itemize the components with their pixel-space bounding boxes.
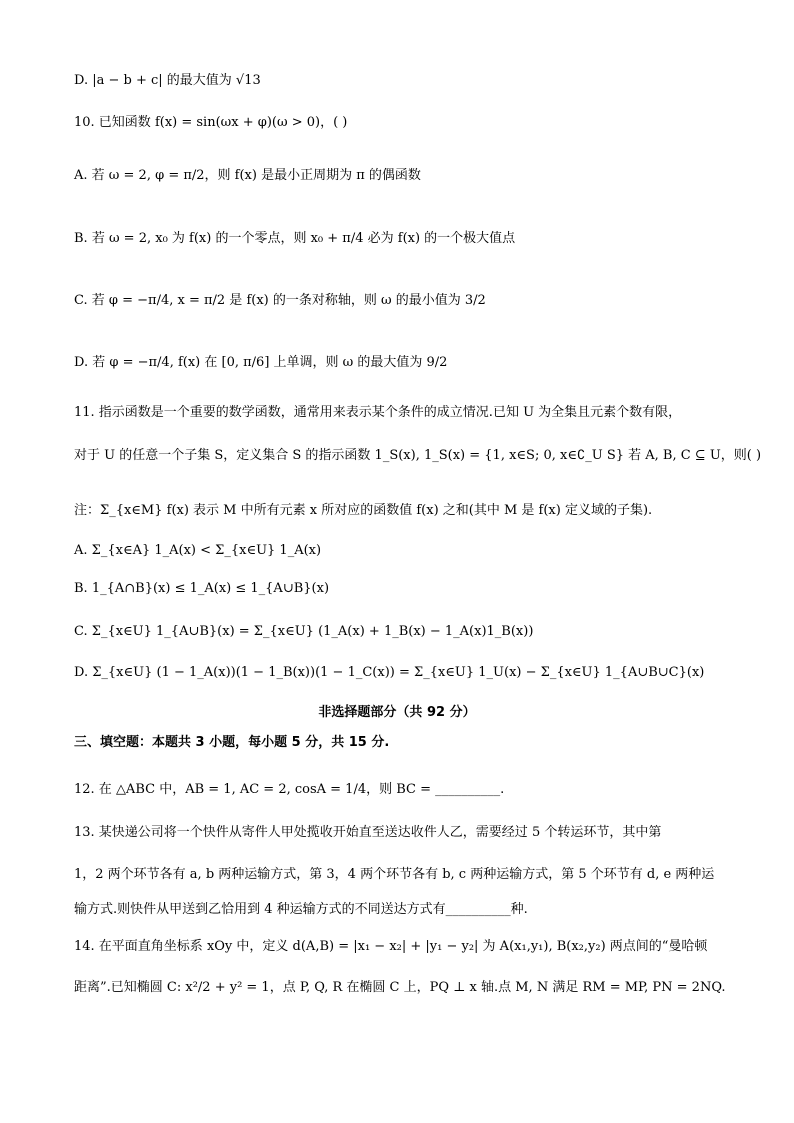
text-line-q11b: 对于 U 的任意一个子集 S，定义集合 S 的指示函数 1_S(x), 1_S(x) = {1, x∈S; 0, x∈∁_U S} 若 A, B, C ⊆ U，则( ) <box>74 448 762 463</box>
text-line-q13c: 输方式.则快件从甲送到乙恰用到 4 种运输方式的不同送达方式有__________种. <box>74 902 528 917</box>
text-line-q11: 11. 指示函数是一个重要的数学函数，通常用来表示某个条件的成立情况.已知 U 为全集且元素个数有限， <box>74 405 682 420</box>
text-line-q11note: 注：Σ_{x∈M} f(x) 表示 M 中所有元素 x 所对应的函数值 f(x) 之和(其中 M 是 f(x) 定义域的子集). <box>74 503 653 518</box>
text-line-q11a: A. Σ_{x∈A} 1_A(x) < Σ_{x∈U} 1_A(x) <box>74 543 322 558</box>
text-line-q12: 12. 在 △ABC 中，AB = 1, AC = 2, cosA = 1/4，则 BC = __________. <box>74 782 505 797</box>
text-line-q11c: C. Σ_{x∈U} 1_{A∪B}(x) = Σ_{x∈U} (1_A(x) + 1_B(x) − 1_A(x)1_B(x)) <box>74 624 534 639</box>
text-line-opt9d: D. |a − b + c| 的最大值为 √13 <box>74 73 261 88</box>
text-line-q13b: 1，2 两个环节各有 a, b 两种运输方式，第 3，4 两个环节各有 b, c 两种运输方式，第 5 个环节有 d, e 两种运 <box>74 867 715 882</box>
text-line-q10: 10. 已知函数 f(x) = sin(ωx + φ)(ω > 0)，( ) <box>74 115 348 130</box>
text-line-q10b: B. 若 ω = 2, x₀ 为 f(x) 的一个零点，则 x₀ + π/4 必为 f(x) 的一个极大值点 <box>74 231 516 246</box>
text-line-q10d: D. 若 φ = −π/4, f(x) 在 [0, π/6] 上单调，则 ω 的最大值为 9/2 <box>74 355 448 370</box>
text-line-q11bb: B. 1_{A∩B}(x) ≤ 1_A(x) ≤ 1_{A∪B}(x) <box>74 581 330 596</box>
text-line-q10c: C. 若 φ = −π/4, x = π/2 是 f(x) 的一条对称轴，则 ω 的最小值为 3/2 <box>74 293 486 308</box>
text-line-q14b: 距离”.已知椭圆 C: x²/2 + y² = 1，点 P, Q, R 在椭圆 C 上，PQ ⊥ x 轴.点 M, N 满足 RM = MP, PN = 2NQ. <box>74 980 726 995</box>
text-line-q11d: D. Σ_{x∈U} (1 − 1_A(x))(1 − 1_B(x))(1 − 1_C(x)) = Σ_{x∈U} 1_U(x) − Σ_{x∈U} 1_{A∪B∪C}(x) <box>74 665 705 680</box>
text-line-part3: 三、填空题：本题共 3 小题，每小题 5 分，共 15 分. <box>74 735 390 750</box>
text-line-q14: 14. 在平面直角坐标系 xOy 中，定义 d(A,B) = |x₁ − x₂| + |y₁ − y₂| 为 A(x₁,y₁), B(x₂,y₂) 两点间的“曼哈顿 <box>74 939 708 954</box>
text-line-q10a: A. 若 ω = 2, φ = π/2，则 f(x) 是最小正周期为 π 的偶函数 <box>74 168 421 183</box>
text-line-q13: 13. 某快递公司将一个快件从寄件人甲处揽收开始直至送达收件人乙，需要经过 5 个转运环节，其中第 <box>74 825 662 840</box>
text-line-sec: 非选择题部分（共 92 分） <box>318 705 476 720</box>
